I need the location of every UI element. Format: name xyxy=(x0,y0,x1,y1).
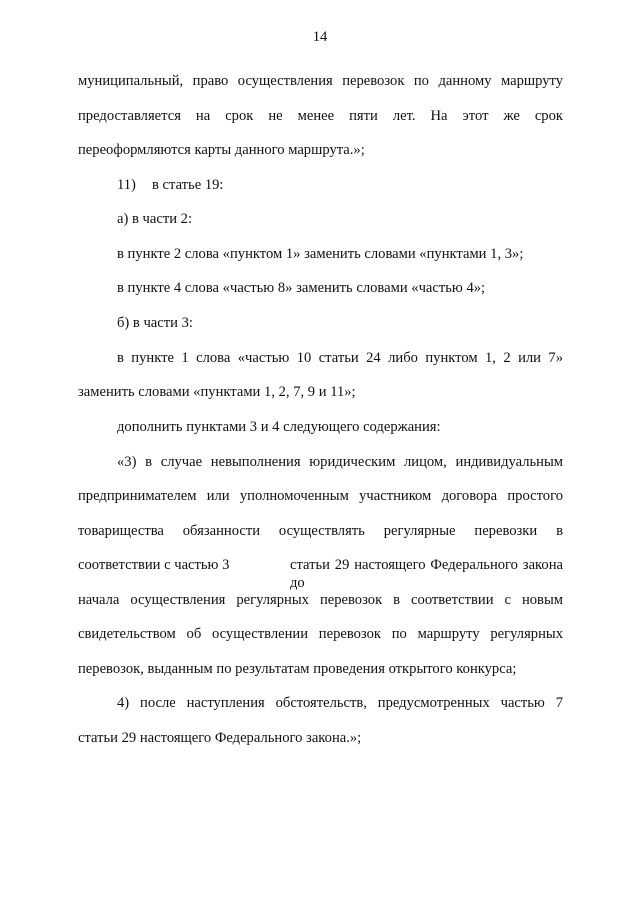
text-line: товарищества обязанности осуществлять регулярные перевозки в xyxy=(78,523,563,539)
text-line-left: соответствии с частью 3 xyxy=(78,557,230,573)
text-line: 4) после наступления обстоятельств, предусмотренных частью 7 xyxy=(117,695,563,711)
text-line: начала осуществления регулярных перевозок в соответствии с новым xyxy=(78,592,563,608)
text-line: переоформляются карты данного маршрута.»; xyxy=(78,142,365,158)
text-line: «3) в случае невыполнения юридическим лицом, индивидуальным xyxy=(117,454,563,470)
text-line: муниципальный, право осуществления перевозок по данному маршруту xyxy=(78,73,563,89)
text-line: а) в части 2: xyxy=(117,211,193,227)
text-line: статьи 29 настоящего Федерального закона.»; xyxy=(78,730,362,746)
text-line: заменить словами «пунктами 1, 2, 7, 9 и 11»; xyxy=(78,384,356,400)
text-line: свидетельством об осуществлении перевозок по маршруту регулярных xyxy=(78,626,563,642)
list-item-text: в статье 19: xyxy=(152,177,224,193)
text-line: в пункте 1 слова «частью 10 статьи 24 либо пунктом 1, 2 или 7» xyxy=(117,350,563,366)
page-number: 14 xyxy=(312,29,328,45)
text-line: дополнить пунктами 3 и 4 следующего содержания: xyxy=(117,419,441,435)
text-line: б) в части 3: xyxy=(117,315,193,331)
text-line-right: статьи 29 настоящего Федерального закона до xyxy=(290,557,563,591)
text-line: предпринимателем или уполномоченным участником договора простого xyxy=(78,488,563,504)
text-line: в пункте 4 слова «частью 8» заменить словами «частью 4»; xyxy=(117,280,486,296)
list-item-number: 11) xyxy=(117,177,136,193)
text-line: перевозок, выданным по результатам проведения открытого конкурса; xyxy=(78,661,517,677)
text-line: предоставляется на срок не менее пяти лет. На этот же срок xyxy=(78,108,563,124)
text-line: в пункте 2 слова «пунктом 1» заменить словами «пунктами 1, 3»; xyxy=(117,246,524,262)
